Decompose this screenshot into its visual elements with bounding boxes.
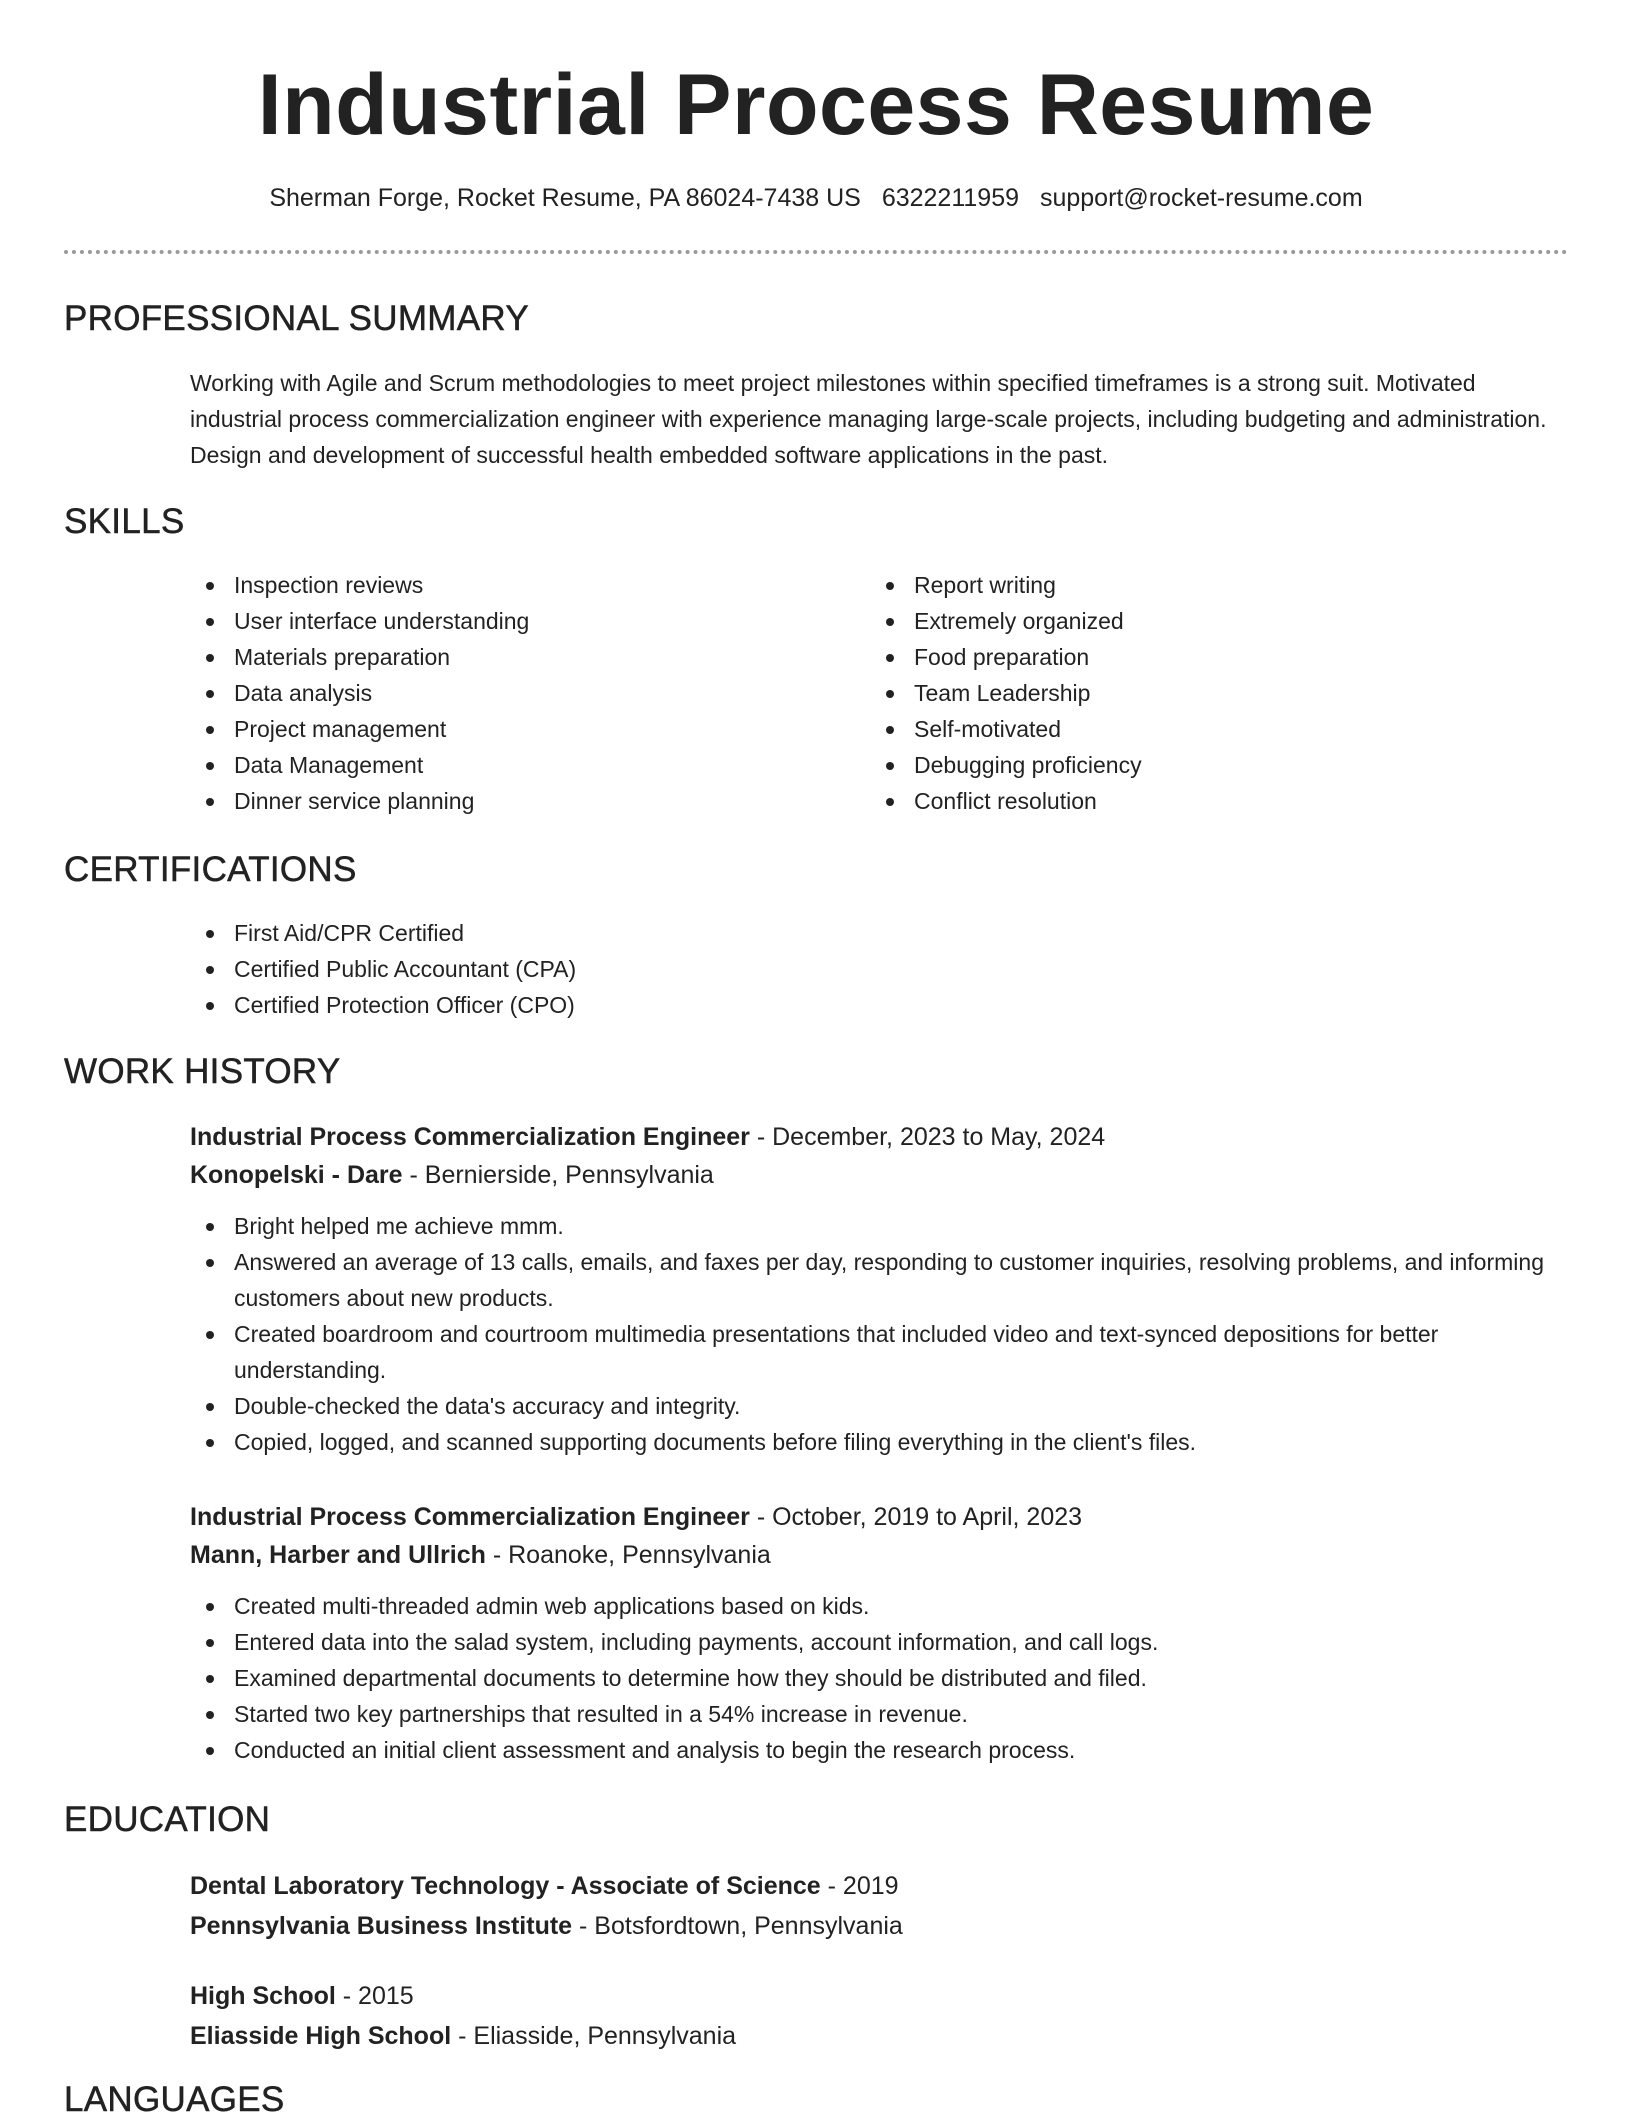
contact-line [64, 180, 1568, 216]
summary-text: Working with Agile and Scrum methodologies to meet project milestones within specified timeframes is a strong suit. Motivated industrial process commercialization engineer with experience managing large-scale projects, including budgeting and administration. Design and development of successful health embedded software applications in the past. [190, 370, 1547, 468]
job-company: Mann, Harber and Ullrich [190, 1541, 486, 1569]
skill-item: Extremely organized [870, 603, 1510, 639]
job-bullet: Examined departmental documents to determine how they should be distributed and filed. [190, 1660, 1570, 1696]
skill-item: Food preparation [870, 639, 1510, 675]
skill-item: Data Management [190, 747, 830, 783]
skill-item: Inspection reviews [190, 567, 830, 603]
job-location: - Bernierside, Pennsylvania [402, 1161, 714, 1189]
job-bullet: Entered data into the salad system, including payments, account information, and call logs. [190, 1624, 1570, 1660]
contact-address: Sherman Forge, Rocket Resume, PA 86024-7438 US [269, 184, 861, 212]
job-title-line [190, 1118, 1570, 1156]
job-role: Industrial Process Commercialization Engineer [190, 1503, 750, 1531]
skill-item: Materials preparation [190, 639, 830, 675]
education-degree-line [190, 1976, 1570, 2016]
education-location: - Eliasside, Pennsylvania [451, 2022, 737, 2050]
resume-title: Industrial Process Resume [257, 57, 1375, 153]
job-bullet: Conducted an initial client assessment and analysis to begin the research process. [190, 1732, 1570, 1768]
skill-item: Project management [190, 711, 830, 747]
certification-item: First Aid/CPR Certified [190, 915, 1570, 951]
contact-phone: 6322211959 [881, 184, 1019, 212]
job-bullet: Bright helped me achieve mmm. [190, 1208, 1570, 1244]
languages-heading: LANGUAGES [64, 2080, 285, 2119]
education-year: - 2015 [335, 1982, 414, 2010]
skills-left-column [190, 567, 830, 819]
education-entry [190, 1976, 1570, 2056]
job-entry [190, 1498, 1570, 1768]
job-bullet: Created multi-threaded admin web applications based on kids. [190, 1588, 1570, 1624]
job-company-line [190, 1156, 1570, 1194]
job-bullet: Copied, logged, and scanned supporting documents before filing everything in the client's files. [190, 1424, 1570, 1460]
education-location: - Botsfordtown, Pennsylvania [572, 1912, 903, 1940]
job-bullet: Double-checked the data's accuracy and integrity. [190, 1388, 1570, 1424]
skill-item: Report writing [870, 567, 1510, 603]
job-bullet: Answered an average of 13 calls, emails, and faxes per day, responding to customer inquiries, resolving problems, and informing customers about new products. [190, 1244, 1570, 1316]
job-company: Konopelski - Dare [190, 1161, 403, 1189]
job-entry [190, 1118, 1570, 1460]
job-bullet: Created boardroom and courtroom multimedia presentations that included video and text-synced depositions for better understanding. [190, 1316, 1570, 1388]
job-dates: - December, 2023 to May, 2024 [749, 1123, 1106, 1151]
skill-item: Team Leadership [870, 675, 1510, 711]
education-school-line [190, 1906, 1570, 1946]
certifications-list [190, 915, 1570, 1023]
education-school: Eliasside High School [190, 2022, 452, 2050]
education-degree: Dental Laboratory Technology - Associate of Science [190, 1872, 821, 1900]
job-dates: - October, 2019 to April, 2023 [749, 1503, 1083, 1531]
education-degree-line [190, 1866, 1570, 1906]
education-heading: EDUCATION [64, 1800, 271, 1839]
job-title-line [190, 1498, 1570, 1536]
certifications-heading: CERTIFICATIONS [64, 850, 357, 889]
education-year: - 2019 [820, 1872, 899, 1900]
skills-heading: SKILLS [64, 502, 185, 541]
certification-item: Certified Public Accountant (CPA) [190, 951, 1570, 987]
education-degree: High School [190, 1982, 336, 2010]
contact-email: support@rocket-resume.com [1039, 184, 1363, 212]
job-bullet: Started two key partnerships that resulted in a 54% increase in revenue. [190, 1696, 1570, 1732]
skill-item: User interface understanding [190, 603, 830, 639]
skill-item: Self-motivated [870, 711, 1510, 747]
job-location: - Roanoke, Pennsylvania [485, 1541, 771, 1569]
skills-right-column [870, 567, 1510, 819]
certification-item: Certified Protection Officer (CPO) [190, 987, 1570, 1023]
summary-heading: PROFESSIONAL SUMMARY [64, 299, 529, 338]
education-school-line [190, 2016, 1570, 2056]
job-company-line [190, 1536, 1570, 1574]
job-role: Industrial Process Commercialization Engineer [190, 1123, 750, 1151]
education-school: Pennsylvania Business Institute [190, 1912, 573, 1940]
skill-item: Dinner service planning [190, 783, 830, 819]
skill-item: Data analysis [190, 675, 830, 711]
education-entry [190, 1866, 1570, 1946]
header-divider [64, 250, 1568, 254]
work-history-heading: WORK HISTORY [64, 1052, 341, 1091]
skill-item: Debugging proficiency [870, 747, 1510, 783]
skill-item: Conflict resolution [870, 783, 1510, 819]
